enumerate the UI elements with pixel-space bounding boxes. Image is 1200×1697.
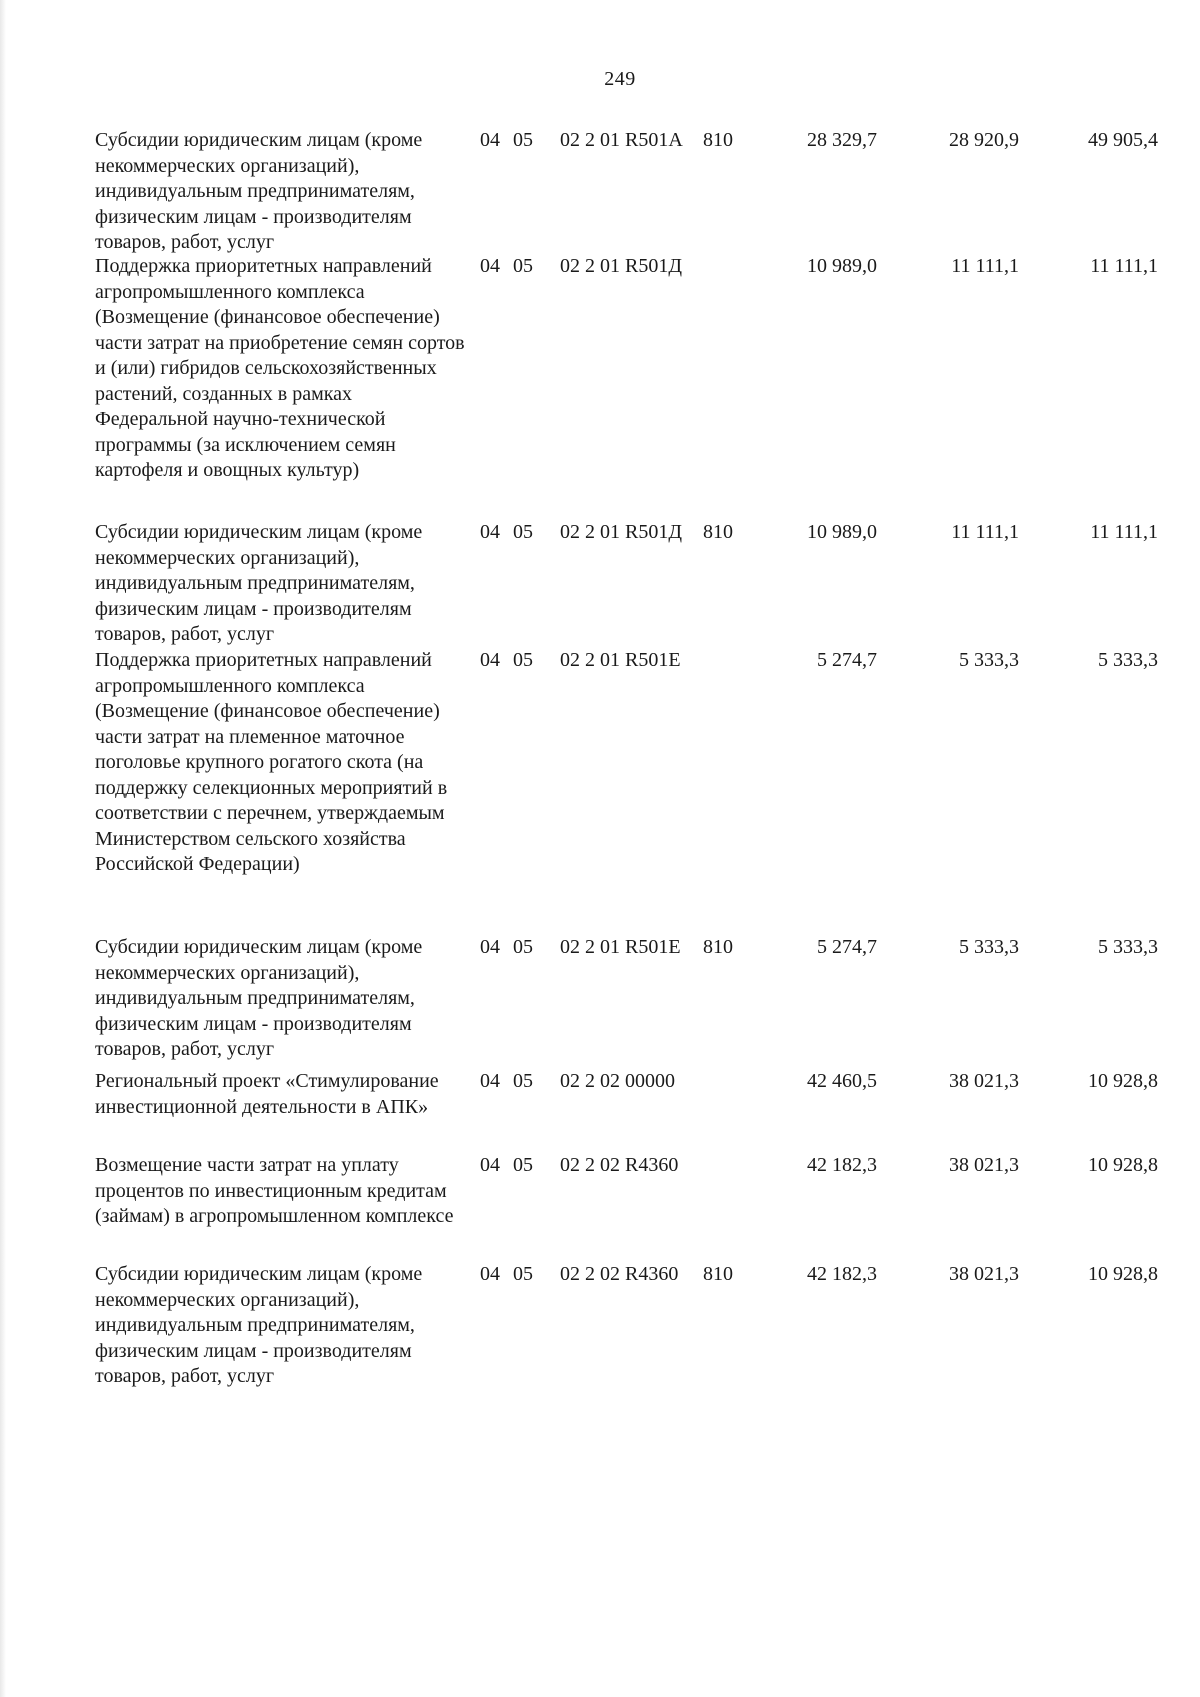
budget-table bbox=[95, 128, 1175, 1392]
row-amount-year-2: 38 021,3 bbox=[949, 1263, 1019, 1285]
row-amount-year-1: 10 989,0 bbox=[807, 255, 877, 277]
row-subsection-code: 05 bbox=[513, 1263, 533, 1285]
row-name: Субсидии юридическим лицам (кроме некоммерческих организаций), индивидуальным предпринимателям, физическим лицам - производителям товаров, работ, услуг bbox=[95, 1263, 423, 1387]
row-amount-year-1: 42 182,3 bbox=[807, 1154, 877, 1176]
row-section-code: 04 bbox=[480, 1154, 500, 1176]
row-name: Субсидии юридическим лицам (кроме некоммерческих организаций), индивидуальным предпринимателям, физическим лицам - производителям товаров, работ, услуг bbox=[95, 521, 423, 645]
row-target-article: 02 2 01 R501Д bbox=[560, 521, 682, 543]
row-expense-type: 810 bbox=[703, 936, 733, 958]
row-amount-year-3: 49 905,4 bbox=[1088, 129, 1158, 151]
row-target-article: 02 2 01 R501Е bbox=[560, 649, 681, 671]
row-target-article: 02 2 02 R4360 bbox=[560, 1154, 679, 1176]
row-target-article: 02 2 01 R501Е bbox=[560, 936, 681, 958]
table-row bbox=[95, 254, 1175, 520]
row-amount-year-3: 10 928,8 bbox=[1088, 1154, 1158, 1176]
row-amount-year-2: 5 333,3 bbox=[959, 649, 1019, 671]
row-name: Региональный проект «Стимулирование инвестиционной деятельности в АПК» bbox=[95, 1070, 439, 1118]
row-name: Субсидии юридическим лицам (кроме некоммерческих организаций), индивидуальным предпринимателям, физическим лицам - производителям товаров, работ, услуг bbox=[95, 936, 423, 1060]
row-amount-year-1: 42 460,5 bbox=[807, 1070, 877, 1092]
table-row bbox=[95, 648, 1175, 935]
row-section-code: 04 bbox=[480, 649, 500, 671]
row-amount-year-1: 5 274,7 bbox=[817, 936, 877, 958]
row-amount-year-3: 11 111,1 bbox=[1090, 255, 1158, 277]
row-name: Возмещение части затрат на уплату процентов по инвестиционным кредитам (займам) в агропромышленном комплексе bbox=[95, 1154, 454, 1227]
row-subsection-code: 05 bbox=[513, 1070, 533, 1092]
row-subsection-code: 05 bbox=[513, 129, 533, 151]
row-subsection-code: 05 bbox=[513, 936, 533, 958]
row-amount-year-2: 28 920,9 bbox=[949, 129, 1019, 151]
row-name: Поддержка приоритетных направлений агропромышленного комплекса (Возмещение (финансовое обеспечение) части затрат на приобретение семян сортов и (или) гибридов сельскохозяйственных растений, созданных в рамках Федеральной научно-технической программы (за исключением семян картофеля и овощных культур) bbox=[95, 255, 465, 481]
row-amount-year-1: 42 182,3 bbox=[807, 1263, 877, 1285]
row-subsection-code: 05 bbox=[513, 649, 533, 671]
row-amount-year-3: 11 111,1 bbox=[1090, 521, 1158, 543]
row-subsection-code: 05 bbox=[513, 521, 533, 543]
row-name: Субсидии юридическим лицам (кроме некоммерческих организаций), индивидуальным предпринимателям, физическим лицам - производителям товаров, работ, услуг bbox=[95, 129, 423, 253]
table-row bbox=[95, 1262, 1175, 1392]
row-target-article: 02 2 01 R501А bbox=[560, 129, 683, 151]
row-section-code: 04 bbox=[480, 129, 500, 151]
row-amount-year-1: 5 274,7 bbox=[817, 649, 877, 671]
row-name: Поддержка приоритетных направлений агропромышленного комплекса (Возмещение (финансовое обеспечение) части затрат на племенное маточное поголовье крупного рогатого скота (на поддержку селекционных мероприятий в соответствии с перечнем, утверждаемым Министерством сельского хозяйства Российской Федерации) bbox=[95, 649, 448, 875]
row-target-article: 02 2 02 R4360 bbox=[560, 1263, 679, 1285]
row-expense-type: 810 bbox=[703, 1263, 733, 1285]
row-expense-type: 810 bbox=[703, 521, 733, 543]
table-row bbox=[95, 520, 1175, 648]
row-subsection-code: 05 bbox=[513, 255, 533, 277]
row-amount-year-2: 38 021,3 bbox=[949, 1070, 1019, 1092]
row-subsection-code: 05 bbox=[513, 1154, 533, 1176]
row-amount-year-2: 38 021,3 bbox=[949, 1154, 1019, 1176]
page-number: 249 bbox=[604, 68, 636, 90]
row-amount-year-2: 5 333,3 bbox=[959, 936, 1019, 958]
row-amount-year-3: 10 928,8 bbox=[1088, 1263, 1158, 1285]
row-amount-year-1: 28 329,7 bbox=[807, 129, 877, 151]
row-amount-year-2: 11 111,1 bbox=[951, 521, 1019, 543]
row-section-code: 04 bbox=[480, 936, 500, 958]
table-row bbox=[95, 1069, 1175, 1153]
row-section-code: 04 bbox=[480, 1070, 500, 1092]
row-expense-type: 810 bbox=[703, 129, 733, 151]
row-target-article: 02 2 02 00000 bbox=[560, 1070, 675, 1092]
row-amount-year-2: 11 111,1 bbox=[951, 255, 1019, 277]
row-amount-year-3: 5 333,3 bbox=[1098, 649, 1158, 671]
table-row bbox=[95, 128, 1175, 254]
row-amount-year-1: 10 989,0 bbox=[807, 521, 877, 543]
row-target-article: 02 2 01 R501Д bbox=[560, 255, 682, 277]
scan-edge-shadow bbox=[0, 0, 6, 1697]
table-row bbox=[95, 935, 1175, 1069]
row-section-code: 04 bbox=[480, 1263, 500, 1285]
row-section-code: 04 bbox=[480, 255, 500, 277]
table-row bbox=[95, 1153, 1175, 1262]
row-section-code: 04 bbox=[480, 521, 500, 543]
row-amount-year-3: 5 333,3 bbox=[1098, 936, 1158, 958]
row-amount-year-3: 10 928,8 bbox=[1088, 1070, 1158, 1092]
